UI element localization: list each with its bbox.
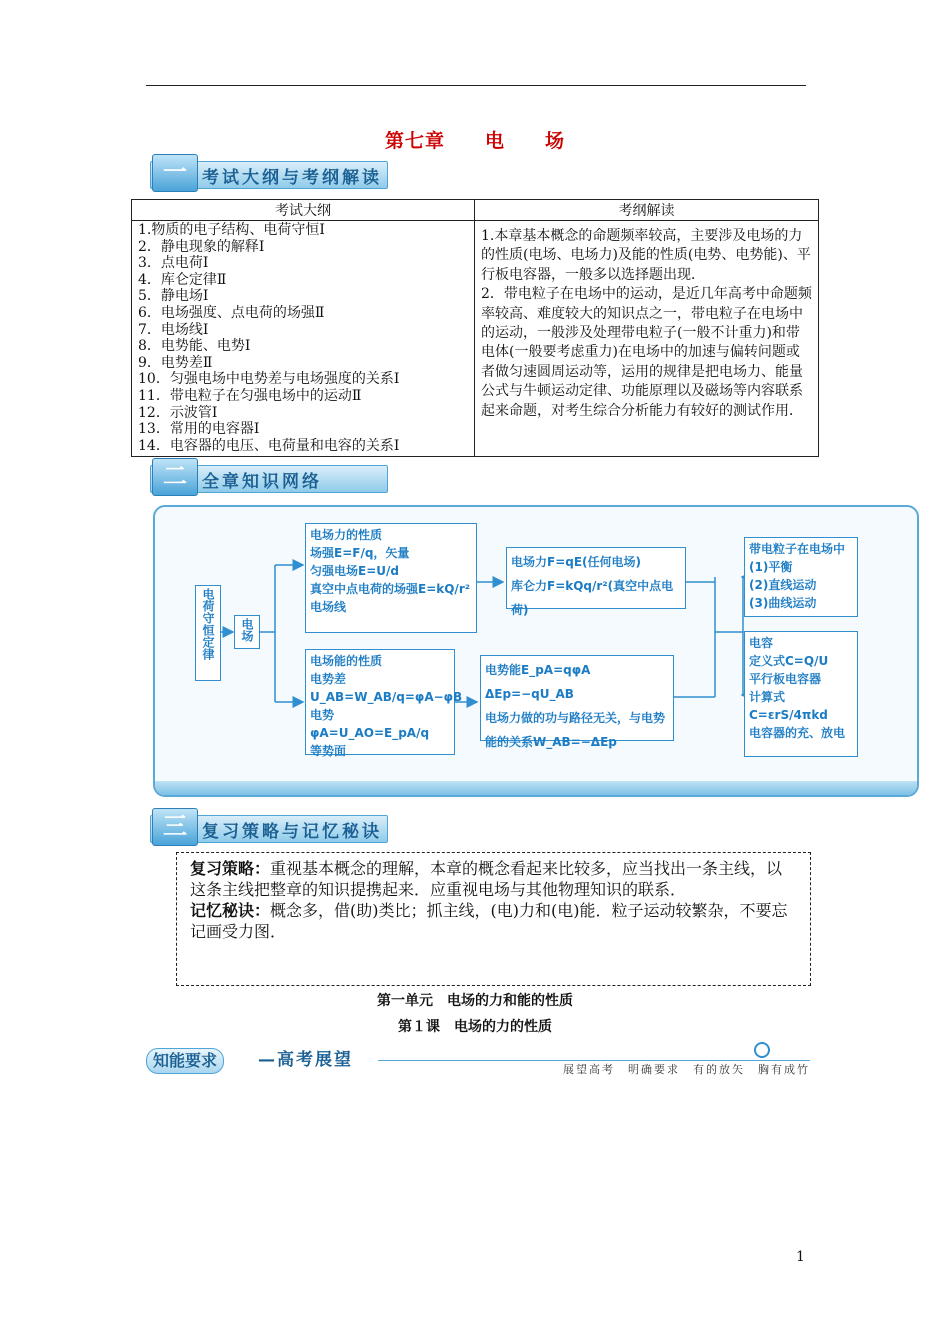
chapter-title: 第七章 电 场 — [384, 130, 565, 152]
requirements-label: 知能要求 — [146, 1048, 224, 1074]
memory-text: 概念多，借(助)类比；抓主线，(电)力和(电)能．粒子运动较繁杂，不要忘记画受力图． — [190, 901, 788, 941]
node-line: (2)直线运动 — [749, 578, 817, 592]
node-line: 计算式 — [749, 690, 786, 704]
network-node-electric-force — [506, 547, 686, 617]
node-line: 电场线 — [310, 600, 347, 614]
network-node-charged-particle — [744, 537, 858, 617]
circle-icon — [754, 1042, 770, 1058]
strategy-text: 重视基本概念的理解，本章的概念看起来比较多，应当找出一条主线，以这条主线把整章的知识提携起来．应重视电场与其他物理知识的联系． — [190, 859, 783, 899]
list-item: 2．静电现象的解释Ⅰ — [138, 238, 265, 255]
list-item: 5．静电场Ⅰ — [138, 288, 209, 305]
section-banner-syllabus — [150, 154, 386, 192]
knowledge-network-diagram — [153, 505, 919, 797]
node-line: 电势差U_AB=W_AB/q=φA−φB — [310, 672, 463, 704]
node-line: 匀强电场E=U/d — [310, 564, 399, 578]
interpretation-paragraph: 2．带电粒子在电场中的运动，是近几年高考中命题频率较高、难度较大的知识点之一，带电粒子在电场中的运动，一般涉及处理带电粒子(一般不计重力)和带电体(一般要考虑重力)在电场中的加速与偏转问题或者做匀速圆周运动等，运用的规律是把电场力、能量公式与牛顿运动定律、功能原理以及磁场等内容联系起来命题，对考生综合分析能力有较好的测试作用． — [481, 286, 812, 419]
node-line: (1)平衡 — [749, 560, 793, 574]
list-item: 13．常用的电容器Ⅰ — [138, 421, 260, 438]
syllabus-table — [131, 199, 819, 457]
list-item: 9．电势差Ⅱ — [138, 354, 213, 371]
node-line: 电场力做的功与路径无关，与电势 — [485, 711, 666, 725]
network-node-charge-conservation: 电荷守恒定律 — [195, 585, 221, 681]
node-line: 等势面 — [310, 744, 347, 758]
list-item: 3．点电荷Ⅰ — [138, 255, 209, 272]
list-item: 7．电场线Ⅰ — [138, 321, 209, 338]
section-number-badge: 二 — [152, 458, 198, 496]
interpretation-paragraph: 1.本章基本概念的命题频率较高，主要涉及电场的力的性质(电场、电场力)及能的性质(电势、电势能)、平行板电容器，一般多以选择题出现． — [481, 228, 811, 283]
list-item: 1.物质的电子结构、电荷守恒Ⅰ — [138, 222, 325, 238]
section-banner-strategy — [150, 808, 386, 846]
list-item: 12．示波管Ⅰ — [138, 404, 218, 421]
list-item: 6．电场强度、点电荷的场强Ⅱ — [138, 304, 325, 321]
list-item: 14．电容器的电压、电荷量和电容的关系Ⅰ — [138, 437, 400, 454]
column-header: 考纲解读 — [475, 200, 819, 221]
list-item: 8．电势能、电势Ⅰ — [138, 338, 251, 355]
section-title: 全章知识网络 — [202, 472, 322, 492]
interpretation-cell — [475, 221, 819, 457]
section-number-badge: 三 — [152, 808, 198, 846]
node-line: 带电粒子在电场中 — [749, 542, 846, 556]
node-line: (3)曲线运动 — [749, 596, 817, 610]
memory-key: 记忆秘诀： — [190, 901, 271, 920]
node-line: 电势φA=U_AO=E_pA/q — [310, 708, 430, 740]
lesson-title: 第１课 电场的力的性质 — [398, 1019, 552, 1035]
node-line: 平行板电容器 — [749, 672, 822, 686]
requirements-banner — [146, 1048, 810, 1074]
node-line: 库仑力F=kQq/r²(真空中点电荷) — [511, 579, 674, 617]
section-number-badge: 一 — [152, 154, 198, 192]
header-rule — [146, 85, 806, 86]
section-title: 复习策略与记忆秘诀 — [202, 822, 382, 842]
node-line: 真空中点电荷的场强E=kQ/r² — [310, 582, 470, 596]
list-item: 10．匀强电场中电势差与电场强度的关系Ⅰ — [138, 371, 400, 388]
node-line: C=εrS/4πkd — [749, 708, 828, 722]
strategy-paragraph — [177, 858, 810, 900]
section-banner-network — [150, 458, 386, 496]
network-node-capacitance — [744, 631, 858, 757]
network-node-energy-properties — [305, 649, 463, 758]
node-line: 电场力的性质 — [310, 528, 383, 542]
network-node-field: 电场 — [234, 615, 260, 649]
node-line: 电容器的充、放电 — [749, 726, 846, 740]
syllabus-list — [132, 221, 475, 457]
node-line: 电势能E_pA=qφA ΔEp=−qU_AB — [485, 663, 603, 701]
network-node-force-properties — [305, 523, 477, 633]
list-item: 11．带电粒子在匀强电场中的运动Ⅱ — [138, 387, 362, 404]
node-line: 能的关系W_AB=−ΔEp — [485, 735, 617, 749]
node-line: 场强E=F/q，矢量 — [310, 546, 410, 560]
unit-title: 第一单元 电场的力和能的性质 — [377, 993, 573, 1009]
column-header: 考试大纲 — [132, 200, 475, 221]
network-node-potential-energy — [480, 655, 674, 749]
node-line: 电场力F=qE(任何电场) — [511, 555, 642, 569]
node-line: 定义式C=Q/U — [749, 654, 829, 668]
node-line: 电场能的性质 — [310, 654, 383, 668]
list-item: 4．库仑定律Ⅱ — [138, 271, 227, 288]
strategy-box — [176, 852, 811, 986]
outlook-label: —高考展望 — [258, 1050, 353, 1070]
section-title: 考试大纲与考纲解读 — [202, 168, 382, 188]
banner-motto: 展望高考 明确要求 有的放矢 胸有成竹 — [563, 1063, 810, 1076]
node-line: 电容 — [749, 636, 774, 650]
page-number: 1 — [796, 1249, 805, 1265]
memory-paragraph — [177, 900, 810, 942]
strategy-key: 复习策略： — [190, 859, 271, 878]
